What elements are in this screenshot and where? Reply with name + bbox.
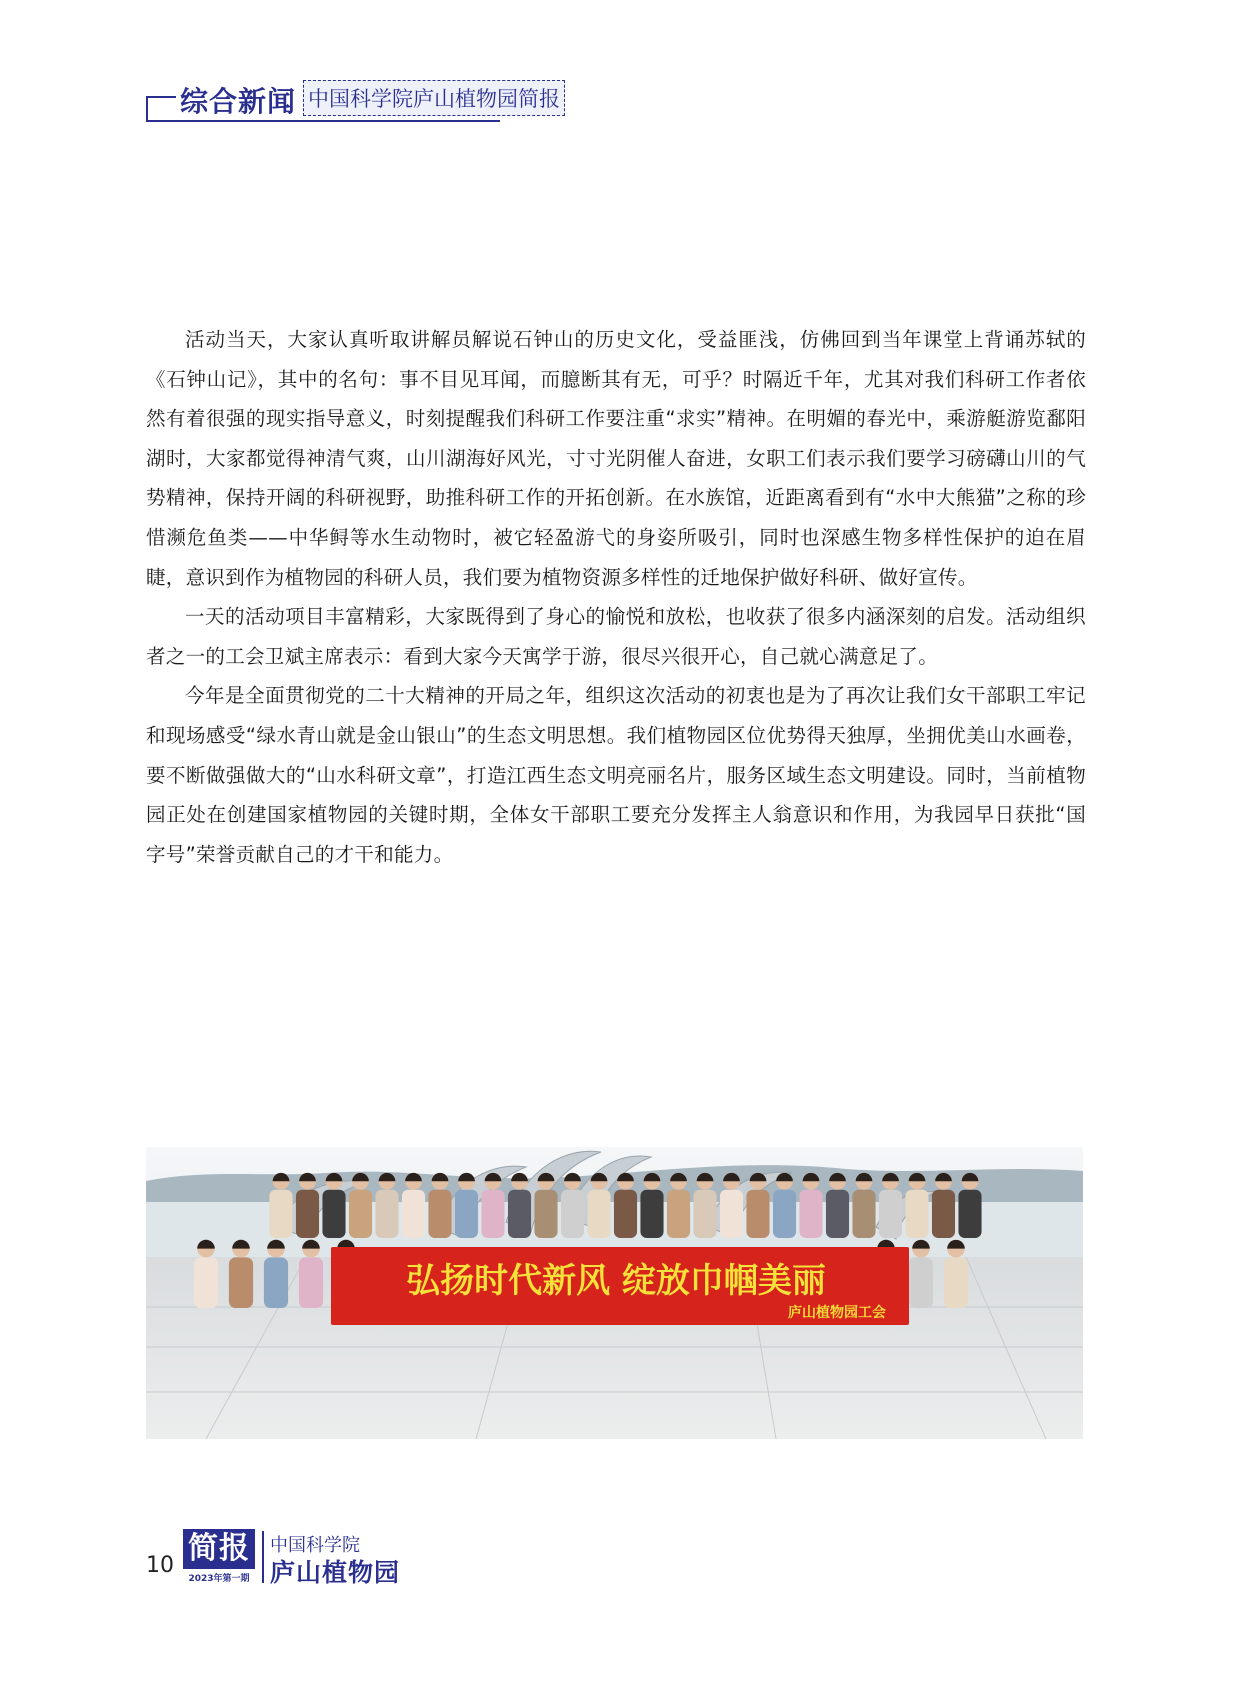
page-footer [146,1529,546,1585]
publication-subtitle: 中国科学院庐山植物园简报 [303,80,565,116]
crowd-person-body [269,1190,292,1238]
crowd-person-body [905,1190,928,1238]
crowd-person-body [773,1190,796,1238]
crowd-person-body [508,1190,531,1238]
crowd-person-body [481,1190,504,1238]
crowd-person-body [944,1257,968,1308]
crowd-person-body [229,1257,253,1308]
paragraph-3: 今年是全面贯彻党的二十大精神的开局之年，组织这次活动的初衷也是为了再次让我们女干部职工牢记和现场感受“绿水青山就是金山银山”的生态文明思想。我们植物园区位优势得天独厚，坐拥优美山水画卷，要不断做强做大的“山水科研文章”，打造江西生态文明亮丽名片，服务区域生态文明建设。同时，当前植物园正处在创建国家植物园的关键时期，全体女干部职工要充分发挥主人翁意识和作用，为我园早日获批“国字号”荣誉贡献自己的才干和能力。 [146,684,1086,866]
footer-cas: 中国科学院 [270,1535,360,1556]
header-rule-left [146,98,148,122]
crowd-person-body [909,1257,933,1308]
crowd-person-body [958,1190,981,1238]
banner-slogan: 弘扬时代新风 绽放巾帼美丽 [406,1261,826,1301]
crowd-person-body [746,1190,769,1238]
brief-logo: 简报 [183,1529,255,1569]
crowd-person-body [826,1190,849,1238]
header-rule-bottom [146,120,500,122]
crowd-person-body [640,1190,663,1238]
crowd-person-body [852,1190,875,1238]
paragraph-2: 一天的活动项目丰富精彩，大家既得到了身心的愉悦和放松，也收获了很多内涵深刻的启发。活动组织者之一的工会卫斌主席表示：看到大家今天寓学于游，很尽兴很开心，自己就心满意足了。 [146,605,1086,668]
crowd-person-body [455,1190,478,1238]
crowd-person-body [614,1190,637,1238]
crowd-person-body [299,1257,323,1308]
crowd-person-body [264,1257,288,1308]
banner-organization: 庐山植物园工会 [788,1305,886,1321]
group-photo [146,1147,1083,1439]
page-header [146,78,566,122]
section-title: 综合新闻 [180,85,297,118]
crowd-person-body [534,1190,557,1238]
header-rule-top [146,96,176,98]
group-photo-illustration [146,1147,1083,1439]
crowd-person-body [932,1190,955,1238]
crowd-person-body [322,1190,345,1238]
crowd-person-body [296,1190,319,1238]
crowd-person-body [693,1190,716,1238]
crowd-person-body [375,1190,398,1238]
crowd-person-body [667,1190,690,1238]
page-number: 10 [146,1553,174,1578]
footer-divider [262,1531,264,1583]
crowd-person-body [402,1190,425,1238]
crowd-person-body [879,1190,902,1238]
crowd-person-body [428,1190,451,1238]
footer-garden-name: 庐山植物园 [270,1558,401,1587]
crowd-person-body [194,1257,218,1308]
crowd-person-body [720,1190,743,1238]
crowd-person-body [561,1190,584,1238]
crowd-person-body [799,1190,822,1238]
crowd-person-body [349,1190,372,1238]
article-body [146,320,1086,874]
issue-label: 2023年第一期 [188,1574,250,1584]
paragraph-1: 活动当天，大家认真听取讲解员解说石钟山的历史文化，受益匪浅，仿佛回到当年课堂上背诵苏轼的《石钟山记》，其中的名句：事不目见耳闻，而臆断其有无，可乎？时隔近千年，尤其对我们科研工作者依然有着很强的现实指导意义，时刻提醒我们科研工作要注重“求实”精神。在明媚的春光中，乘游艇游览鄱阳湖时，大家都觉得神清气爽，山川湖海好风光，寸寸光阴催人奋进，女职工们表示我们要学习磅礴山川的气势精神，保持开阔的科研视野，助推科研工作的开拓创新。在水族馆，近距离看到有“水中大熊猫”之称的珍惜濒危鱼类——中华鲟等水生动物时，被它轻盈游弋的身姿所吸引，同时也深感生物多样性保护的迫在眉睫，意识到作为植物园的科研人员，我们要为植物资源多样性的迁地保护做好科研、做好宣传。 [146,328,1086,589]
crowd-person-body [587,1190,610,1238]
